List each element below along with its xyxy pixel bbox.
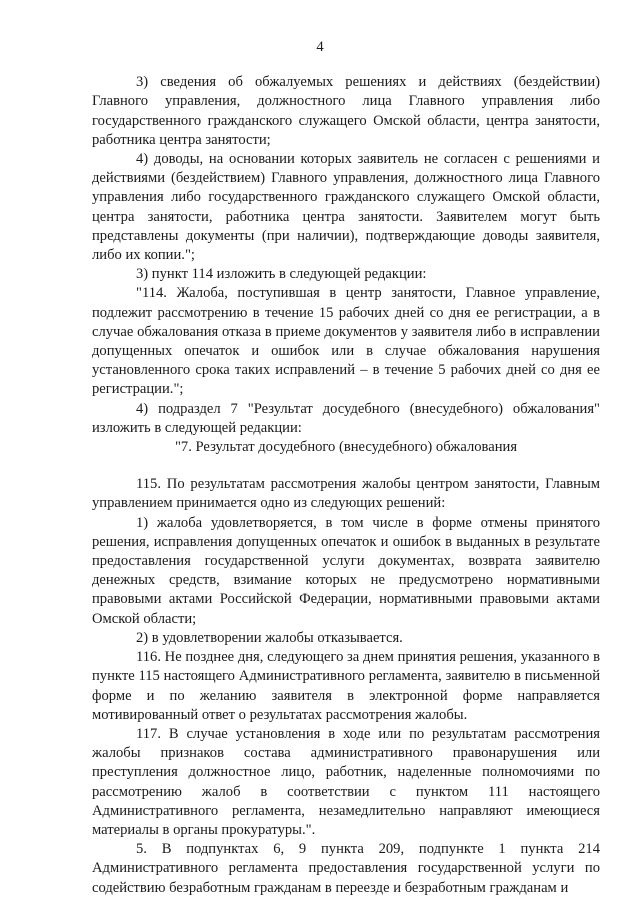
paragraph-115-item-1: 1) жалоба удовлетворяется, в том числе в форме отмены принятого решения, исправления допущенных опечаток и ошибок в выданных в результате предоставления государственной услуги документах, возврата заявителю денежных средств, взимание которых не предусмотрено нормативными правовыми актами Российской Федерации, нормативными правовыми актами Омской области; — [92, 514, 600, 627]
page-number: 4 — [316, 39, 324, 55]
paragraph-amend-subsection-7: 4) подраздел 7 "Результат досудебного (внесудебного) обжалования" изложить в следующей редакции: — [92, 400, 600, 436]
paragraph-115-item-2: 2) в удовлетворении жалобы отказывается. — [136, 629, 403, 646]
paragraph-clause-117: 117. В случае установления в ходе или по результатам рассмотрения жалобы признаков состава административного правонарушения или преступления должностное лицо, работник, наделенные полномочиями по рассмотрению жалоб в соответствии с пунктом 111 настоящего Административного регламента, незамедлительно направляют имеющиеся материалы в органы прокуратуры.". — [92, 725, 600, 838]
paragraph-item-5: 5. В подпунктах 6, 9 пункта 209, подпункте 1 пункта 214 Административного регламента предоставления государственной услуги по содействию безработным гражданам в переезде и безработным гражданам и — [92, 841, 600, 896]
paragraph-item-4-arguments: 4) доводы, на основании которых заявитель не согласен с решениями и действиями (бездействием) Главного управления, должностного лица Главного управления либо государственного гражданского служащего Омской области, центра занятости, работника центра занятости. Заявителем могут быть представлены документы (при наличии), подтверждающие доводы заявителя, либо их копии."; — [92, 151, 600, 264]
paragraph-amend-114: 3) пункт 114 изложить в следующей редакции: — [136, 266, 427, 283]
paragraph-clause-116: 116. Не позднее дня, следующего за днем принятия решения, указанного в пункте 115 настоящего Административного регламента, заявителю в письменной форме и по желанию заявителя в электронной форме направляется мотивированный ответ о результатах рассмотрения жалобы. — [92, 649, 600, 723]
paragraph-clause-115: 115. По результатам рассмотрения жалобы центром занятости, Главным управлением принимается одно из следующих решений: — [92, 476, 600, 512]
paragraph-item-3-info: 3) сведения об обжалуемых решениях и действиях (бездействии) Главного управления, должностного лица Главного управления либо государственного гражданского служащего Омской области, центра занятости, работника центра занятости; — [92, 74, 600, 148]
section-heading: "7. Результат досудебного (внесудебного) обжалования — [174, 439, 518, 456]
paragraph-clause-114: "114. Жалоба, поступившая в центр занятости, Главное управление, подлежит рассмотрению в течение 15 рабочих дней со дня ее регистрации, а в случае обжалования отказа в приеме документов у заявителя либо в исправлении допущенных опечаток и ошибок или в случае обжалования нарушения установленного срока таких исправлений – в течение 5 рабочих дней со дня ее регистрации."; — [92, 285, 600, 398]
